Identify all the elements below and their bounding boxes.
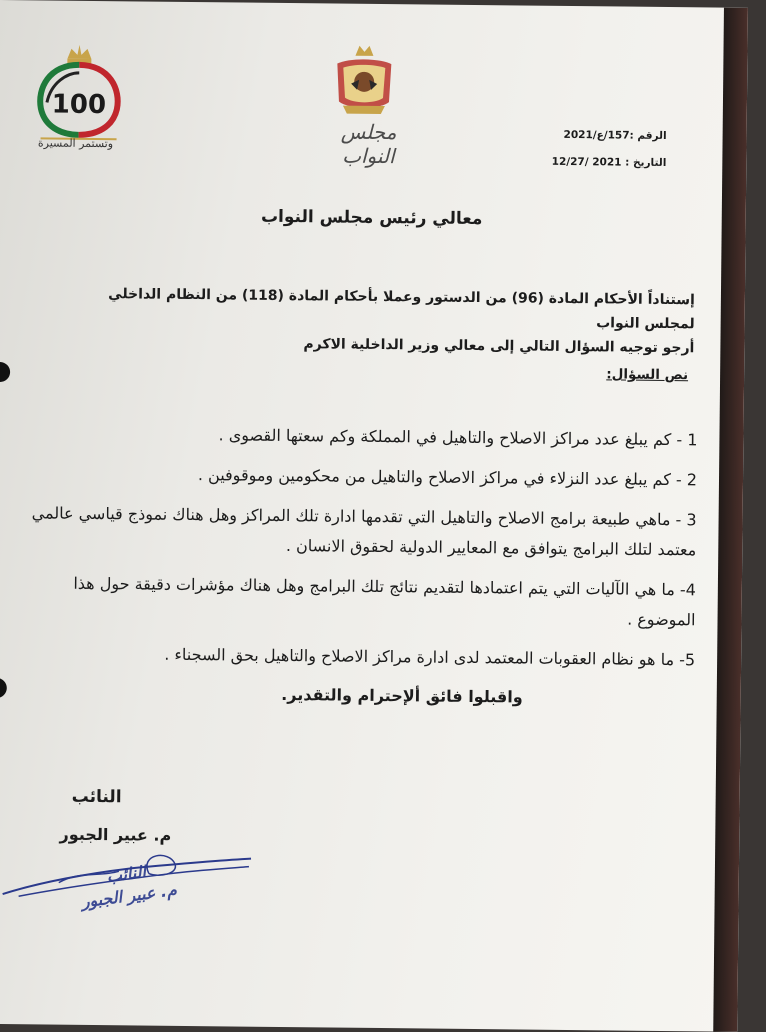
question-item: 3 - ماهي طبيعة برامج الاصلاح والتاهيل التي تقدمها ادارة تلك المراكز وهل هناك نموذج قياسي عالمي معتمد لتلك البرامج يتوافق مع المعايير الدولية لحقوق الانسان . [31, 503, 697, 560]
svg-text:100: 100 [51, 89, 107, 121]
intro-line: إستناداً الأحكام المادة (96) من الدستور وعملا بأحكام المادة (118) من النظام الداخلي لمجلس النواب [108, 286, 695, 333]
question-item: 4- ما هي الآليات التي يتم اعتمادها لتقديم نتائج تلك البرامج وهل هناك مؤشرات دقيقة حول هذا الموضوع . [73, 573, 696, 630]
jordan-royal-crest-icon [329, 43, 400, 116]
intro-paragraph [54, 282, 695, 361]
closing-line: واقبلوا فائق ألإحترام والتقدير. [281, 684, 523, 707]
parliament-script-title: مجلس النواب [340, 119, 397, 169]
questions-list [15, 418, 698, 685]
reference-number: الرقم :157/ع/2021 [563, 128, 667, 142]
question-item: 2 - كم يبلغ عدد النزلاء في مراكز الاصلاح والتاهيل من محكومين وموقوفين . [197, 465, 698, 490]
question-item: 1 - كم يبلغ عدد مراكز الاصلاح والتاهيل في المملكة وكم سعتها القصوى . [218, 425, 698, 450]
stamp-name: م. عبير الجبور [80, 880, 178, 912]
question-item: 5- ما هو نظام العقوبات المعتمد لدى ادارة مراكز الاصلاح والتاهيل بحق السجناء . [164, 644, 696, 670]
punch-hole-bottom [0, 678, 7, 698]
signatory-name: م. عبير الجبور [59, 824, 172, 845]
letter-date: التاريخ : 2021 /12/27 [551, 155, 667, 169]
salutation: معالي رئيس مجلس النواب [260, 206, 483, 230]
signatory-title: النائب [71, 786, 122, 808]
page-edge-shadow [713, 8, 748, 1032]
punch-hole-top [0, 362, 10, 382]
logo-caption: وتستمر المسيرة [37, 136, 114, 151]
intro-line: أرجو توجيه السؤال التالي إلى معالي وزير الداخلية الاكرم [303, 336, 695, 357]
questions-header: نص السؤال: [606, 366, 689, 384]
stamp-title: النائب [105, 862, 147, 886]
